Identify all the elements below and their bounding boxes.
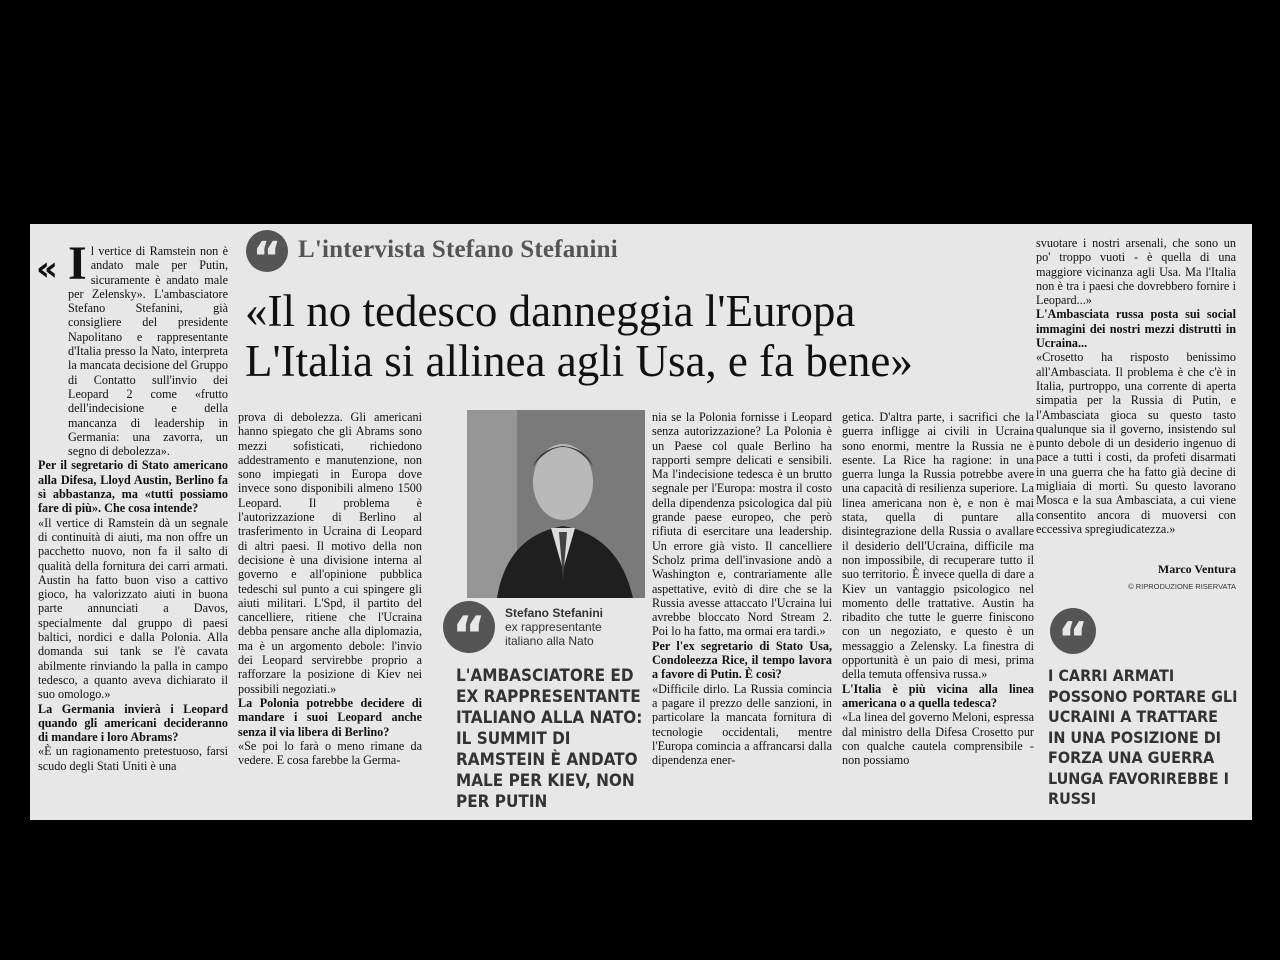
caption-role-line-2: italiano alla Nato bbox=[505, 634, 594, 648]
article-column-3 bbox=[652, 410, 832, 767]
pull-quote: L'AMBASCIATORE ED EX RAPPRESENTANTE ITALIANO ALLA NATO: IL SUMMIT DI RAMSTEIN È ANDATO MALE PER KIEV, NON PER PUTIN bbox=[456, 666, 643, 812]
interview-question: La Polonia potrebbe decidere di mandare i suoi Leopard anche senza il via libera di Berlino? bbox=[238, 695, 422, 739]
interview-question: L'Ambasciata russa posta sui social immagini dei nostri mezzi distrutti in Ucraina... bbox=[1036, 307, 1236, 351]
kicker: L'intervista Stefano Stefanini bbox=[298, 236, 618, 263]
copyright-notice: © RIPRODUZIONE RISERVATA bbox=[1128, 582, 1236, 591]
byline: Marco Ventura bbox=[1157, 562, 1236, 576]
interview-answer: svuotare i nostri arsenali, che sono un po' troppo vuoti - è quella di una maggiore vicinanza agli Usa. Ma l'Italia non è tra i paesi che dovrebbero fornire i Leopard...» bbox=[1036, 236, 1236, 308]
drop-cap: I bbox=[68, 237, 87, 290]
interview-answer: «È un ragionamento pretestuoso, farsi scudo degli Stati Uniti è una bbox=[38, 744, 228, 773]
headline-line-1: «Il no tedesco danneggia l'Europa bbox=[245, 286, 856, 336]
interview-answer: nia se la Polonia fornisse i Leopard senza autorizzazione? La Polonia è un Paese col quale Berlino ha rapporti sempre delicati e sensibili. Ma l'indecisione tedesca è un brutto segnale per l'Europa: mostra il costo della dipendenza psicologica dal più grande paese europeo, che però rifiuta di esercitare una leadership. Un errore già visto. Il cancelliere Scholz prima dell'invasione andò a Washington e, contrariamente alle aspettative, evitò di dire che se la Russia avesse attaccato l'Ucraina lui avrebbe bloccato Nord Stream 2. Poi lo ha fatto, ma ormai era tardi.» bbox=[652, 410, 832, 639]
interview-answer: «La linea del governo Meloni, espressa dal ministro della Difesa Crosetto pur con qualche cautela comprensibile - non possiamo bbox=[842, 710, 1034, 768]
headline bbox=[245, 286, 1025, 386]
interview-answer: getica. D'altra parte, i sacrifici che la guerra infligge ai civili in Ucraina sono enormi, mentre la Russia ne è esente. La Rice ha ragione: in una guerra lunga la Russia potrebbe avere una capacità di resilienza superiore. La linea americana non è, e non è mai stata, quella di puntare alla disintegrazione della Russia o avallare il desiderio dell'Ucraina, difficile ma non impossibile, di recuperare tutto il suo territorio. È invece quella di dare a Kiev un vantaggio psicologico nel momento delle trattative. Austin ha ribadito che tutte le guerre finiscono con un negoziato, e questo è un messaggio a Zelensky. La finestra di opportunità è un paio di mesi, prima della temuta offensiva russa.» bbox=[842, 410, 1034, 682]
interview-answer: «Crosetto ha risposto benissimo all'Ambasciata. Il problema è che c'è in Italia, purtroppo, una corrente di aperta simpatia per la Russia di Putin, e l'Ambasciata gioca su questo tasto qualunque sia il governo, insistendo sul punto debole di un desiderio ingenuo di pace a tutti i costi, da profeti disarmati in una guerra che ha fatto già decine di migliaia di morti. Su questo lavorano Mosca e la sua Ambasciata, a cui viene consentito ancora di muoversi con eccessiva spregiudicatezza.» bbox=[1036, 350, 1236, 536]
interview-answer: «Difficile dirlo. La Russia comincia a pagare il prezzo delle sanzioni, in particolare la mancata fornitura di tecnologie occidentali, mentre l'Europa comincia a affrancarsi dalla dipendenza ener- bbox=[652, 681, 832, 768]
headline-line-2: L'Italia si allinea agli Usa, e fa bene» bbox=[245, 336, 913, 386]
article-column-2 bbox=[238, 410, 422, 767]
pull-quote: I CARRI ARMATI POSSONO PORTARE GLI UCRAINI A TRATTARE IN UNA POSIZIONE DI FORZA UNA GUERRA LUNGA FAVORIREBBE I RUSSI bbox=[1048, 666, 1238, 808]
opening-quote-mark: « bbox=[36, 249, 58, 289]
article-column-4 bbox=[842, 410, 1034, 767]
interview-question: La Germania invierà i Leopard quando gli americani decideranno di mandare i loro Abrams? bbox=[38, 701, 228, 745]
interview-answer: prova di debolezza. Gli americani hanno spiegato che gli Abrams sono mezzi sofisticati, richiedono addestramento e manutenzione, non sono impiegati in Europa dove invece sono disponibili almeno 1500 Leopard. Il problema è l'autorizzazione di Berlino al trasferimento in Ucraina di Leopard di altri paesi. Il motivo della non decisione è una divisione interna al governo e all'opinione pubblica tedeschi sul punto a cui spingere gli aiuti militari. L'Spd, il partito del cancelliere, ritiene che l'Ucraina debba pensare anche alla diplomazia, ma è un argomento debole: l'invio dei Leopard servirebbe proprio a rafforzare la posizione di Kiev nei possibili negoziati.» bbox=[238, 410, 422, 696]
newspaper-clipping bbox=[30, 224, 1252, 820]
caption-role-line-1: ex rappresentante bbox=[505, 620, 602, 634]
interview-question: L'Italia è più vicina alla linea americana o a quella tedesca? bbox=[842, 681, 1034, 710]
portrait-photo bbox=[467, 410, 645, 598]
interview-question: Per il segretario di Stato americano alla Difesa, Lloyd Austin, Berlino fa sì abbastanza, ma «tutti possiamo fare di più». Che cosa intende? bbox=[38, 458, 228, 516]
opening-paragraph: Il vertice di Ramstein non è andato male per Putin, sicuramente è andato male per Zelensky». L'ambasciatore Stefano Stefanini, già consigliere del presidente Napolitano e rappresentante d'Italia presso la Nato, interpreta la mancata decisione del Gruppo di Contatto sull'invio dei Leopard 2 come «frutto dell'indecisione e della mancanza di leadership in Germania: una zavorra, un segno di debolezza». bbox=[68, 237, 228, 459]
quote-icon: “ bbox=[246, 230, 288, 272]
article-column-1 bbox=[36, 237, 228, 773]
portrait-illustration bbox=[467, 410, 645, 598]
article-column-5 bbox=[1036, 236, 1236, 536]
quote-icon: “ bbox=[443, 601, 495, 653]
caption-name: Stefano Stefanini bbox=[505, 606, 604, 620]
interview-answer: «Se poi lo farà o meno rimane da vedere. E cosa farebbe la Germa- bbox=[238, 738, 422, 768]
photo-caption bbox=[505, 606, 655, 648]
interview-answer: «Il vertice di Ramstein dà un segnale di continuità di aiuti, ma non offre un pacchetto nuovo, non fa il salto di qualità della fornitura dei carri armati. Austin ha fatto buon viso a cattivo gioco, ha valorizzato aiuti in buona parte annunciati a Davos, specialmente dal gruppo di paesi baltici, nordici e dalla Polonia. Alla domanda sui tank se l'è cavata abilmente rinviando la palla in campo tedesco, a quanto aveva dichiarato il suo omologo.» bbox=[38, 515, 228, 702]
interview-question: Per l'ex segretario di Stato Usa, Condoleezza Rice, il tempo lavora a favore di Putin. È così? bbox=[652, 638, 832, 682]
quote-icon: “ bbox=[1050, 608, 1096, 654]
